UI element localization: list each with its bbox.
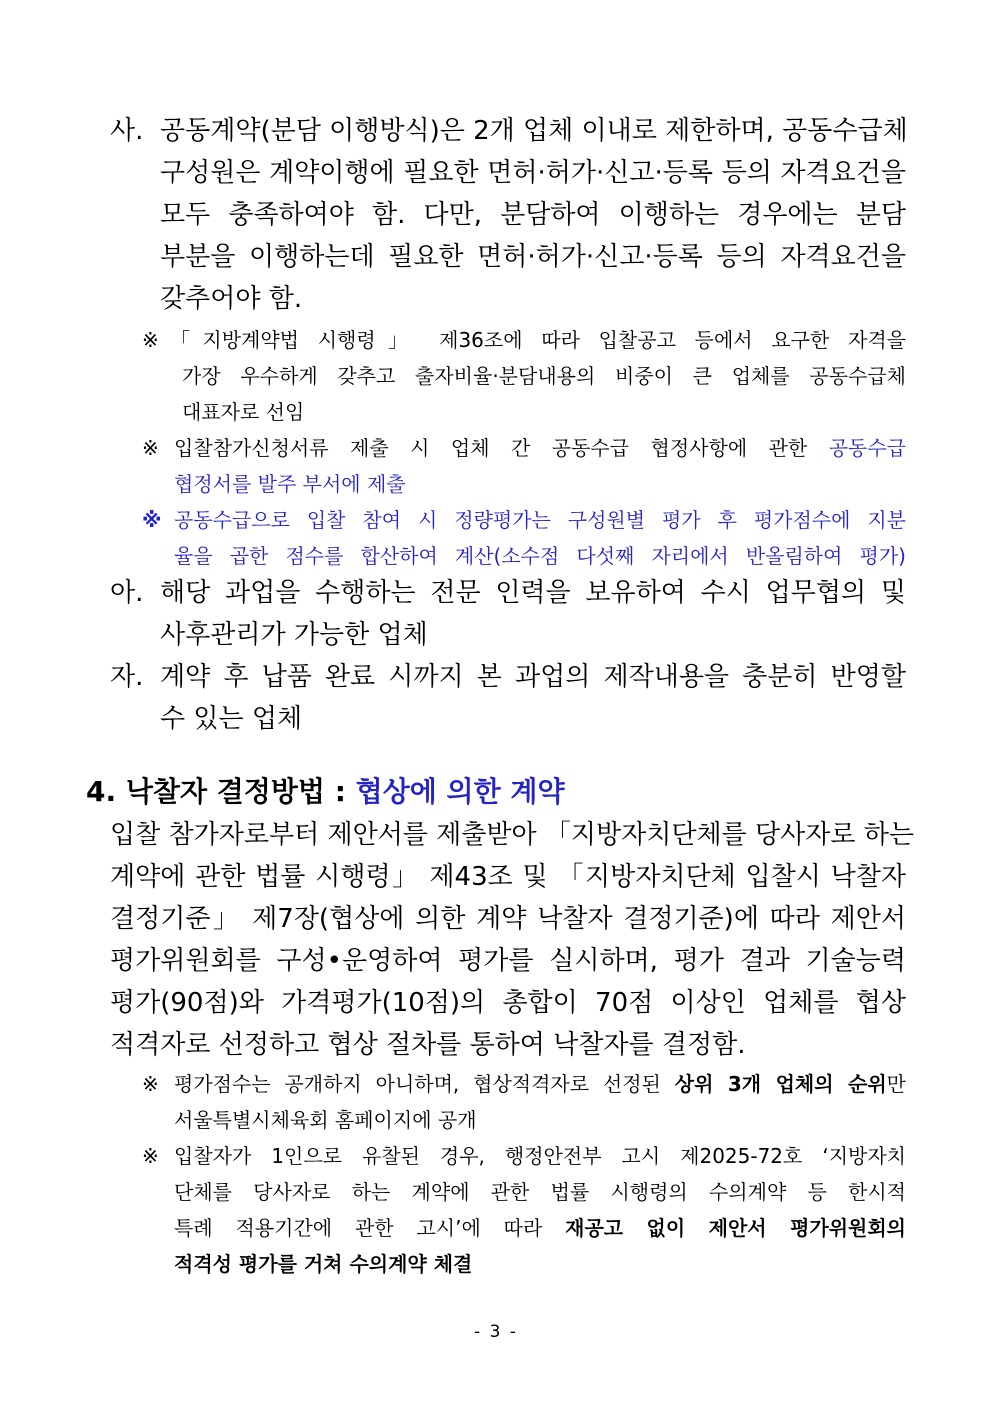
section-4-body <box>110 814 914 1066</box>
note-marker: ※ <box>142 1144 159 1168</box>
note-line <box>174 1210 906 1246</box>
note-line: 서울특별시체육회 홈페이지에 공개 <box>174 1108 477 1132</box>
section-4-line: 적격자로 선정하고 협상 절차를 통하여 낙찰자를 결정함. <box>110 1030 746 1060</box>
note-text-bold: 적격성 평가를 거쳐 수의계약 체결 <box>174 1252 473 1276</box>
item-sa-line: 갖추어야 함. <box>160 284 303 314</box>
section-4-line: 평가(90점)와 가격평가(10점)의 총합이 70점 이상인 업체를 협상 <box>110 988 906 1018</box>
note-score-disclosure <box>174 1066 906 1138</box>
note-line <box>174 430 906 466</box>
section-4-heading <box>86 767 565 817</box>
note-line: 입찰자가 1인으로 유찰된 경우, 행정안전부 고시 제2025-72호 ‘지방자치 <box>174 1144 906 1168</box>
note-marker: ※ <box>142 328 159 352</box>
item-a-marker: 아. <box>110 578 144 608</box>
item-a-line: 해당 과업을 수행하는 전문 인력을 보유하여 수시 업무협의 및 <box>160 578 906 608</box>
item-ja-line: 계약 후 납품 완료 시까지 본 과업의 제작내용을 충분히 반영할 <box>160 662 906 692</box>
note-consortium-agreement <box>174 430 906 502</box>
note-line: 단체를 당사자로 하는 계약에 관한 법률 시행령의 수의계약 등 한시적 <box>174 1180 906 1204</box>
section-4-line: 계약에 관한 법률 시행령」 제43조 및 「지방자치단체 입찰시 낙찰자 <box>110 862 906 892</box>
item-sa-marker: 사. <box>110 116 144 146</box>
item-ja-text <box>160 656 906 740</box>
note-marker: ※ <box>142 1072 159 1096</box>
section-4-line: 입찰 참가자로부터 제안서를 제출받아 「지방자치단체를 당사자로 하는 <box>110 820 914 850</box>
item-sa-line: 부분을 이행하는데 필요한 면허·허가·신고·등록 등의 자격요건을 <box>160 242 906 272</box>
note-text-highlight: 공동수급 <box>828 436 906 460</box>
page-number: - 3 - <box>474 1322 518 1342</box>
note-line: 율을 곱한 점수를 합산하여 계산(소수점 다섯째 자리에서 반올림하여 평가) <box>174 544 906 568</box>
item-sa-line: 공동계약(분담 이행방식)은 2개 업체 이내로 제한하며, 공동수급체 <box>160 116 908 146</box>
item-ja-marker: 자. <box>110 662 144 692</box>
note-marker: ※ <box>142 508 162 532</box>
note-legal-basis <box>170 322 906 430</box>
section-4-line: 결정기준」 제7장(협상에 의한 계약 낙찰자 결정기준)에 따라 제안서 <box>110 904 906 934</box>
item-ja-line: 수 있는 업체 <box>160 704 303 734</box>
note-line: 가장 우수하게 갖추고 출자비율·분담내용의 비중이 큰 업체를 공동수급체 <box>182 364 906 388</box>
note-text-tail: 만 <box>886 1072 906 1096</box>
item-sa-text <box>160 110 906 320</box>
note-quantitative-eval <box>174 502 906 574</box>
note-line <box>174 1066 906 1102</box>
section-4-line: 평가위원회를 구성•운영하여 평가를 실시하며, 평가 결과 기술능력 <box>110 946 906 976</box>
section-4-heading-prefix: 4. 낙찰자 결정방법 : <box>86 775 346 808</box>
note-line: 공동수급으로 입찰 참여 시 정량평가는 구성원별 평가 후 평가점수에 지분 <box>174 508 906 532</box>
note-text-bold: 상위 3개 업체의 순위 <box>674 1072 887 1096</box>
note-line: 「지방계약법 시행령」 제36조에 따라 입찰공고 등에서 요구한 자격을 <box>170 328 906 352</box>
item-a-line: 사후관리가 가능한 업체 <box>160 620 428 650</box>
note-text-plain: 평가점수는 공개하지 아니하며, 협상적격자로 선정된 <box>174 1072 661 1096</box>
note-text-plain: 입찰참가신청서류 제출 시 업체 간 공동수급 협정사항에 관한 <box>174 436 808 460</box>
note-text-highlight: 협정서를 발주 부서에 제출 <box>174 472 406 496</box>
note-text-plain: 특례 적용기간에 관한 고시’에 따라 <box>174 1216 543 1240</box>
note-single-bidder <box>174 1138 906 1282</box>
note-marker: ※ <box>142 436 159 460</box>
item-a-text <box>160 572 906 656</box>
note-text-bold: 재공고 없이 제안서 평가위원회의 <box>565 1216 906 1240</box>
section-4-heading-highlight: 협상에 의한 계약 <box>355 775 565 808</box>
item-sa-line: 구성원은 계약이행에 필요한 면허·허가·신고·등록 등의 자격요건을 <box>160 158 906 188</box>
item-sa-line: 모두 충족하여야 함. 다만, 분담하여 이행하는 경우에는 분담 <box>160 200 906 230</box>
note-line: 대표자로 선임 <box>182 400 305 424</box>
